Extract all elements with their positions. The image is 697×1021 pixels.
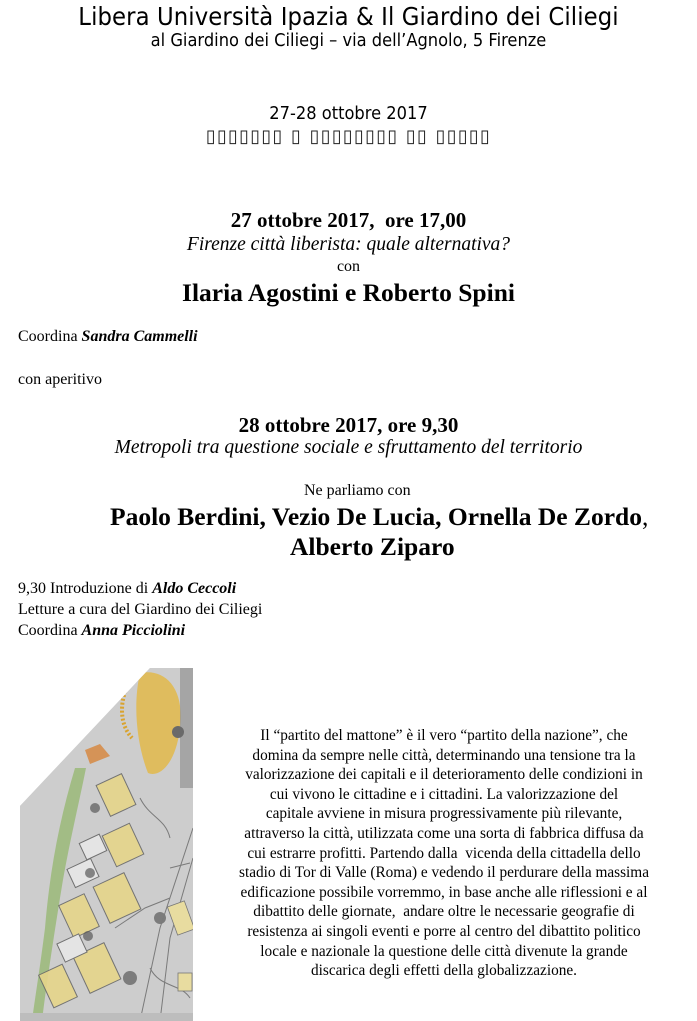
abstract-line: capitale avviene in misura progressivamente più rilevante, (265, 805, 623, 823)
day1-speakers: Ilaria Agostini e Roberto Spini (182, 278, 515, 307)
day1-coordinator (18, 328, 198, 346)
program-item-person: Anna Picciolini (81, 622, 186, 639)
program-item-text: Coordina (18, 622, 82, 639)
program-item (18, 579, 236, 599)
city-sketch-illustration (20, 668, 193, 1021)
abstract-line: stadio di Tor di Valle (Roma) e vedendo il perdurare della massima (239, 864, 649, 882)
day1-datetime: 27 ottobre 2017, ore 17,00 (230, 208, 467, 232)
city-sketch-drawing (20, 668, 193, 1021)
bottom-edge-shape (20, 1013, 193, 1021)
day2-with-label: Ne parliamo con (304, 482, 411, 499)
day1-with-label: con (336, 258, 361, 275)
abstract-line: attraverso la città, utilizzata come una sorta di fabbrica diffusa da (244, 824, 644, 842)
coordinator-label: Coordina (18, 328, 82, 345)
coordinator-name: Sandra Cammelli (81, 328, 198, 345)
day1-title: Firenze città liberista: quale alternativa? (186, 234, 511, 255)
abstract-paragraph (206, 726, 682, 981)
abstract-line: cui vivono le cittadine e i cittadini. La valorizzazione del (269, 785, 619, 803)
day2-speakers-line2: Alberto Ziparo (290, 532, 455, 561)
abstract-line: discarica degli effetti della globalizzazione. (310, 962, 577, 980)
day2-datetime: 28 ottobre 2017, ore 9,30 (238, 413, 459, 437)
abstract-line: valorizzazione dei capitali e il deterioramento delle condizioni in (245, 766, 643, 784)
program-item (18, 621, 185, 641)
day2-speakers-comma: , (641, 502, 649, 531)
venue-address: al Giardino dei Ciliegi – via dell’Agnolo, 5 Firenze (150, 31, 547, 51)
event-dates: 27-28 ottobre 2017 (269, 104, 428, 124)
program-item (18, 600, 262, 620)
day2-speakers-line1 (110, 502, 648, 532)
abstract-line: domina da sempre nelle città, determinando una tensione tra la (252, 746, 636, 764)
abstract-line: locale e nazionale la questione delle città divenute la grande (260, 942, 628, 960)
machine-wheel-shape (172, 726, 184, 738)
abstract-line: cui estrarre profitti. Partendo dalla vicenda della cittadella dello (247, 844, 641, 862)
organization-title: Libera Università Ipazia & Il Giardino dei Ciliegi (78, 2, 619, 31)
program-item-text: 9,30 Introduzione di (18, 580, 153, 597)
abstract-line: Il “partito del mattone” è il vero “partito della nazione”, che (260, 727, 628, 744)
program-item-text: Letture a cura del Giardino dei Ciliegi (18, 601, 263, 618)
abstract-line: dibattito delle giornate, andare oltre le necessarie geografie di (253, 903, 635, 921)
event-title-missing-glyphs: ▯▯▯▯▯▯▯ ▯ ▯▯▯▯▯▯▯▯ ▯▯ ▯▯▯▯▯ (205, 126, 492, 147)
abstract-line: edificazione possibile vorremmo, in base anche alle riflessioni e al (240, 883, 648, 901)
day2-speakers-names: Paolo Berdini, Vezio De Lucia, Ornella De Zordo (110, 502, 642, 531)
day2-title: Metropoli tra questione sociale e sfruttamento del territorio (114, 437, 583, 458)
program-item-person: Aldo Ceccoli (152, 580, 237, 597)
day1-aperitivo-note: con aperitivo (18, 371, 102, 388)
abstract-line: resistenza ai singoli eventi e porre al centro del dibattito politico (247, 922, 641, 940)
